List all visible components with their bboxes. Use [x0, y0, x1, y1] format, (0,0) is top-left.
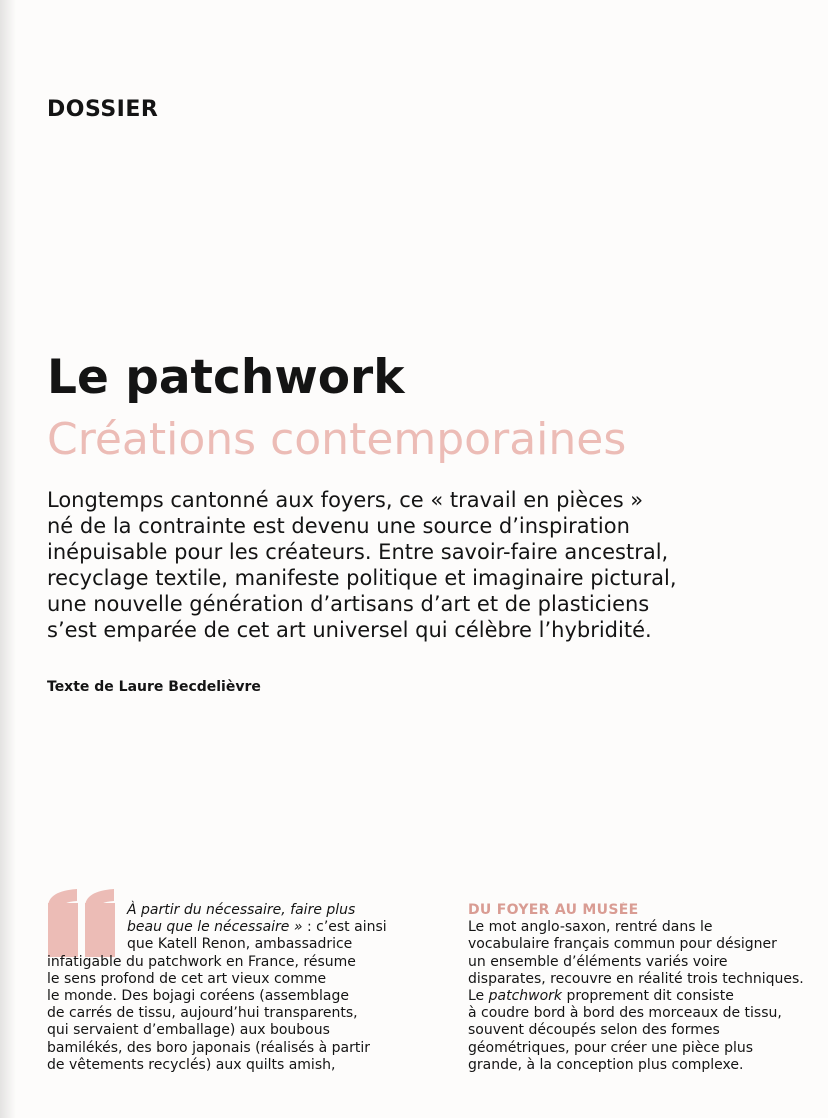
article-title: Le patchwork: [47, 350, 405, 405]
body-line: infatigable du patchwork en France, résume: [47, 953, 356, 970]
emphasis-text: patchwork: [488, 988, 563, 1005]
body-line: à coudre bord à bord des morceaux de tissu,: [468, 1005, 782, 1022]
lede-line: s’est emparée de cet art universel qui célèbre l’hybridité.: [47, 618, 652, 642]
body-line: Le mot anglo-saxon, rentré dans le: [468, 919, 713, 936]
body-line: de carrés de tissu, aujourd’hui transparents,: [47, 1005, 358, 1022]
body-line: un ensemble d’éléments variés voire: [468, 953, 728, 970]
byline: Texte de Laure Becdelièvre: [47, 679, 261, 695]
quote-line: [47, 902, 457, 919]
body-line: souvent découpés selon des formes: [468, 1022, 720, 1039]
article-subtitle: Créations contemporaines: [47, 414, 627, 465]
quote-text: beau que le nécessaire »: [127, 919, 303, 936]
body-column-left: [47, 902, 457, 1074]
lede-line: inépuisable pour les créateurs. Entre savoir-faire ancestral,: [47, 540, 669, 564]
section-heading: DU FOYER AU MUSÉE: [468, 902, 639, 918]
lede-line: une nouvelle génération d’artisans d’art et de plasticiens: [47, 592, 650, 616]
section-label: DOSSIER: [47, 97, 159, 122]
body-line: grande, à la conception plus complexe.: [468, 1056, 744, 1073]
lede-line: recyclage textile, manifeste politique et imaginaire pictural,: [47, 566, 677, 590]
body-line: vocabulaire français commun pour désigner: [468, 936, 777, 953]
body-line: [468, 988, 828, 1005]
body-line: géométriques, pour créer une pièce plus: [468, 1039, 754, 1056]
body-line: le sens profond de cet art vieux comme: [47, 970, 327, 987]
body-line: de vêtements recyclés) aux quilts amish,: [47, 1056, 336, 1073]
body-line: que Katell Renon, ambassadrice: [127, 936, 353, 953]
lede-line: Longtemps cantonné aux foyers, ce « travail en pièces »: [47, 488, 644, 512]
body-line: qui servaient d’emballage) aux boubous: [47, 1022, 330, 1039]
lede-line: né de la contrainte est devenu une source d’inspiration: [47, 514, 630, 538]
body-line: disparates, recouvre en réalité trois techniques.: [468, 970, 804, 987]
body-line: le monde. Des bojagi coréens (assemblage: [47, 988, 350, 1005]
body-text: Le: [468, 988, 489, 1005]
quote-line: [47, 919, 457, 936]
body-text: : c’est ainsi: [302, 919, 387, 936]
body-text: proprement dit consiste: [562, 988, 734, 1005]
article-lede: [47, 487, 827, 643]
quote-text: À partir du nécessaire, faire plus: [127, 902, 356, 918]
page-edge-shadow: [0, 0, 16, 1118]
body-column-right: [468, 902, 828, 1074]
body-line: bamilékés, des boro japonais (réalisés à partir: [47, 1039, 370, 1056]
